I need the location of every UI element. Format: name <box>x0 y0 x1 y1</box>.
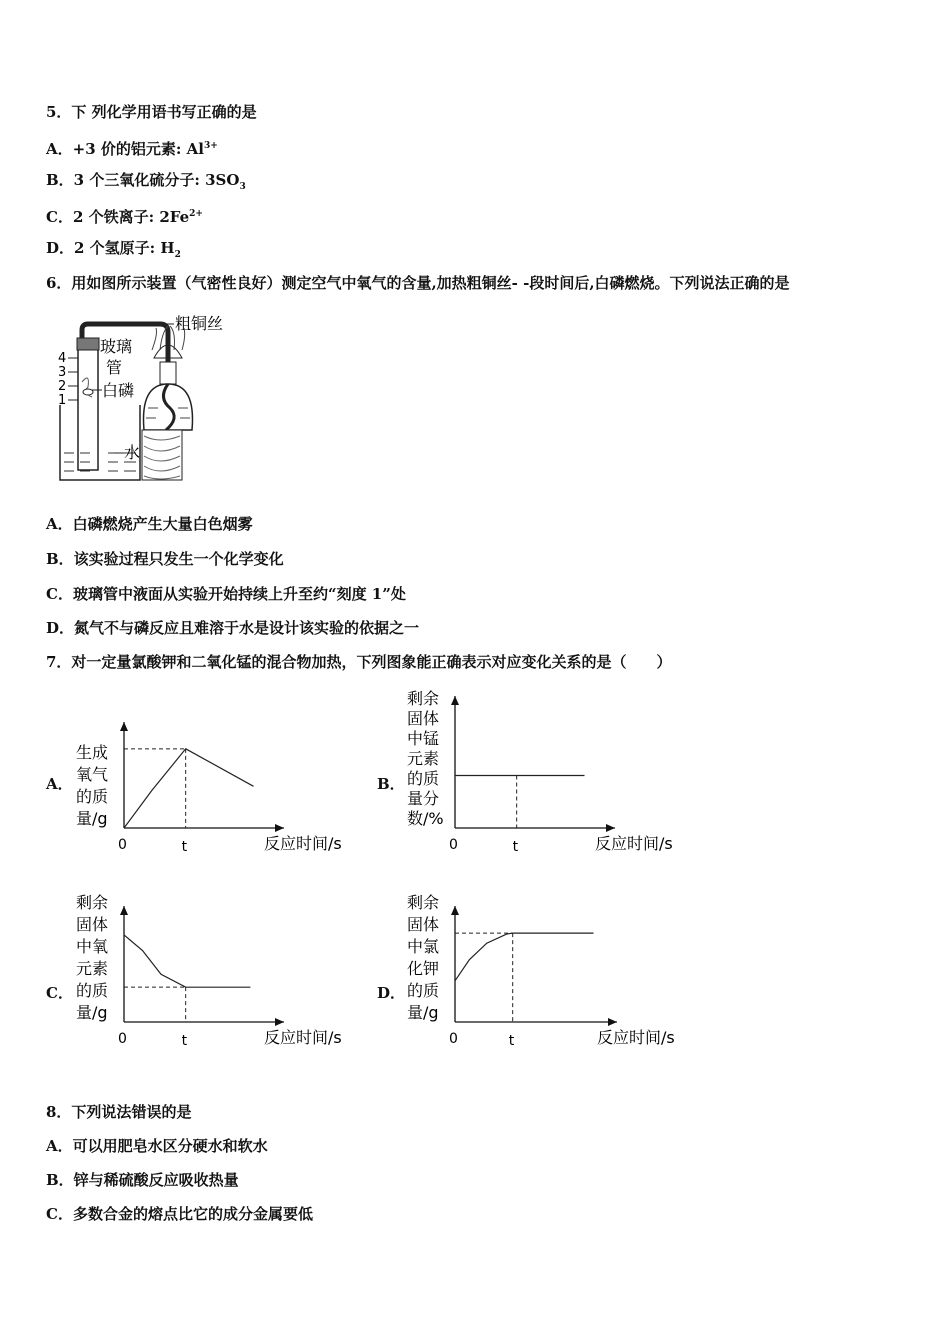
x-axis-label: 反应时间/s <box>595 834 673 853</box>
x-axis-arrow <box>606 824 615 832</box>
label-phosphorus: 白磷 <box>102 381 135 400</box>
q7-chart-b <box>403 686 673 864</box>
y-axis-arrow <box>120 722 128 731</box>
y-axis-label-line: 剩余 <box>76 893 109 912</box>
q6-option-b[interactable]: B．该实验过程只发生一个化学变化 <box>46 550 284 568</box>
q6-stem: 6．用如图所示装置（气密性良好）测定空气中氧气的含量,加热粗铜丝- -段时间后,白磷燃烧。下列说法正确的是 <box>46 274 790 292</box>
q7-option-d-label[interactable]: D． <box>377 984 406 1002</box>
y-axis-label-line: 氧气 <box>76 765 109 784</box>
x-axis-label: 反应时间/s <box>264 834 342 853</box>
y-axis-label-line: 的质 <box>76 787 109 806</box>
q7-option-c-label[interactable]: C． <box>46 984 73 1002</box>
y-axis-label-line: 量分 <box>407 789 440 808</box>
y-axis-label-line: 生成 <box>76 743 109 762</box>
t-tick-label: t <box>508 1033 515 1049</box>
q7-option-b-label[interactable]: B． <box>377 775 405 793</box>
y-axis-label-line: 中锰 <box>407 729 440 748</box>
x-axis-arrow <box>608 1018 617 1026</box>
series-line <box>455 933 594 981</box>
q7-chart-d <box>403 893 675 1058</box>
q5-option-c[interactable]: C．2 个铁离子: $2Fe^{2+}$ <box>46 208 203 226</box>
x-axis-arrow <box>275 824 284 832</box>
label-water: 水 <box>124 443 141 462</box>
origin-label: 0 <box>449 837 458 853</box>
q7-chart-c <box>72 893 342 1058</box>
q7-stem: 7．对一定量氯酸钾和二氧化锰的混合物加热，下列图象能正确表示对应变化关系的是（ ） <box>46 653 672 671</box>
y-axis-label-line: 固体 <box>407 709 440 728</box>
y-axis-label-line: 固体 <box>76 915 109 934</box>
label-copper-wire: 粗铜丝 <box>175 314 224 333</box>
q5-option-d[interactable]: D．2 个氢原子: $H_2$ <box>46 239 181 260</box>
t-tick-label: t <box>512 839 519 855</box>
y-axis-label-line: 元素 <box>407 749 440 768</box>
y-axis-label-line: 的质 <box>76 981 109 1000</box>
series-line <box>124 749 254 828</box>
y-axis-arrow <box>120 906 128 915</box>
y-axis-label-line: 剩余 <box>407 893 440 912</box>
lamp-wick-holder <box>160 362 176 384</box>
label-glass-2: 管 <box>106 358 123 377</box>
series-line <box>124 935 250 987</box>
y-axis-label-line: 元素 <box>76 959 109 978</box>
tube-stopper <box>77 338 99 350</box>
x-axis-arrow <box>275 1018 284 1026</box>
tube-scale <box>68 358 78 400</box>
y-axis-label-line: 量/g <box>407 1003 439 1022</box>
q8-option-b[interactable]: B．锌与稀硫酸反应吸收热量 <box>46 1171 239 1189</box>
x-axis-label: 反应时间/s <box>597 1028 675 1047</box>
scale-1: 1 <box>58 393 67 408</box>
scale-4: 4 <box>58 351 67 366</box>
origin-label: 0 <box>449 1031 458 1047</box>
q8-option-c[interactable]: C．多数合金的熔点比它的成分金属要低 <box>46 1205 313 1223</box>
scale-2: 2 <box>58 379 67 394</box>
q6-option-d[interactable]: D．氮气不与磷反应且难溶于水是设计该实验的依据之一 <box>46 619 420 637</box>
q7-option-a-label[interactable]: A． <box>46 775 73 793</box>
q5-stem: 5．下 列化学用语书写正确的是 <box>46 103 257 121</box>
q8-option-a[interactable]: A．可以用肥皂水区分硬水和软水 <box>46 1137 268 1155</box>
x-axis-label: 反应时间/s <box>264 1028 342 1047</box>
y-axis-label-line: 量/g <box>76 1003 108 1022</box>
t-tick-label: t <box>181 1033 188 1049</box>
scale-3: 3 <box>58 365 67 380</box>
white-phosphorus <box>83 389 93 395</box>
y-axis-arrow <box>451 696 459 705</box>
q6-option-a[interactable]: A．白磷燃烧产生大量白色烟雾 <box>46 515 253 533</box>
origin-label: 0 <box>118 1031 127 1047</box>
y-axis-label-line: 数/% <box>407 809 444 828</box>
y-axis-label-line: 剩余 <box>407 689 440 708</box>
y-axis-label-line: 中氯 <box>407 937 440 956</box>
label-glass-1: 玻璃 <box>100 337 133 356</box>
q5-option-a[interactable]: A．+3 价的铝元素: $Al^{3+}$ <box>46 140 218 158</box>
oxygen-apparatus-figure <box>44 310 244 485</box>
y-axis-label-line: 的质 <box>407 769 440 788</box>
q6-option-c[interactable]: C．玻璃管中液面从实验开始持续上升至约“刻度 1”处 <box>46 585 406 603</box>
origin-label: 0 <box>118 837 127 853</box>
q5-option-b[interactable]: B．3 个三氧化硫分子: $3SO_3$ <box>46 171 246 192</box>
y-axis-label-line: 固体 <box>407 915 440 934</box>
y-axis-label-line: 量/g <box>76 809 108 828</box>
q8-stem: 8．下列说法错误的是 <box>46 1103 192 1121</box>
q7-chart-a <box>72 712 342 864</box>
y-axis-label-line: 化钾 <box>407 959 440 978</box>
t-tick-label: t <box>181 839 188 855</box>
glass-tube <box>78 340 98 470</box>
y-axis-arrow <box>451 906 459 915</box>
y-axis-label-line: 中氧 <box>76 937 109 956</box>
y-axis-label-line: 的质 <box>407 981 440 1000</box>
